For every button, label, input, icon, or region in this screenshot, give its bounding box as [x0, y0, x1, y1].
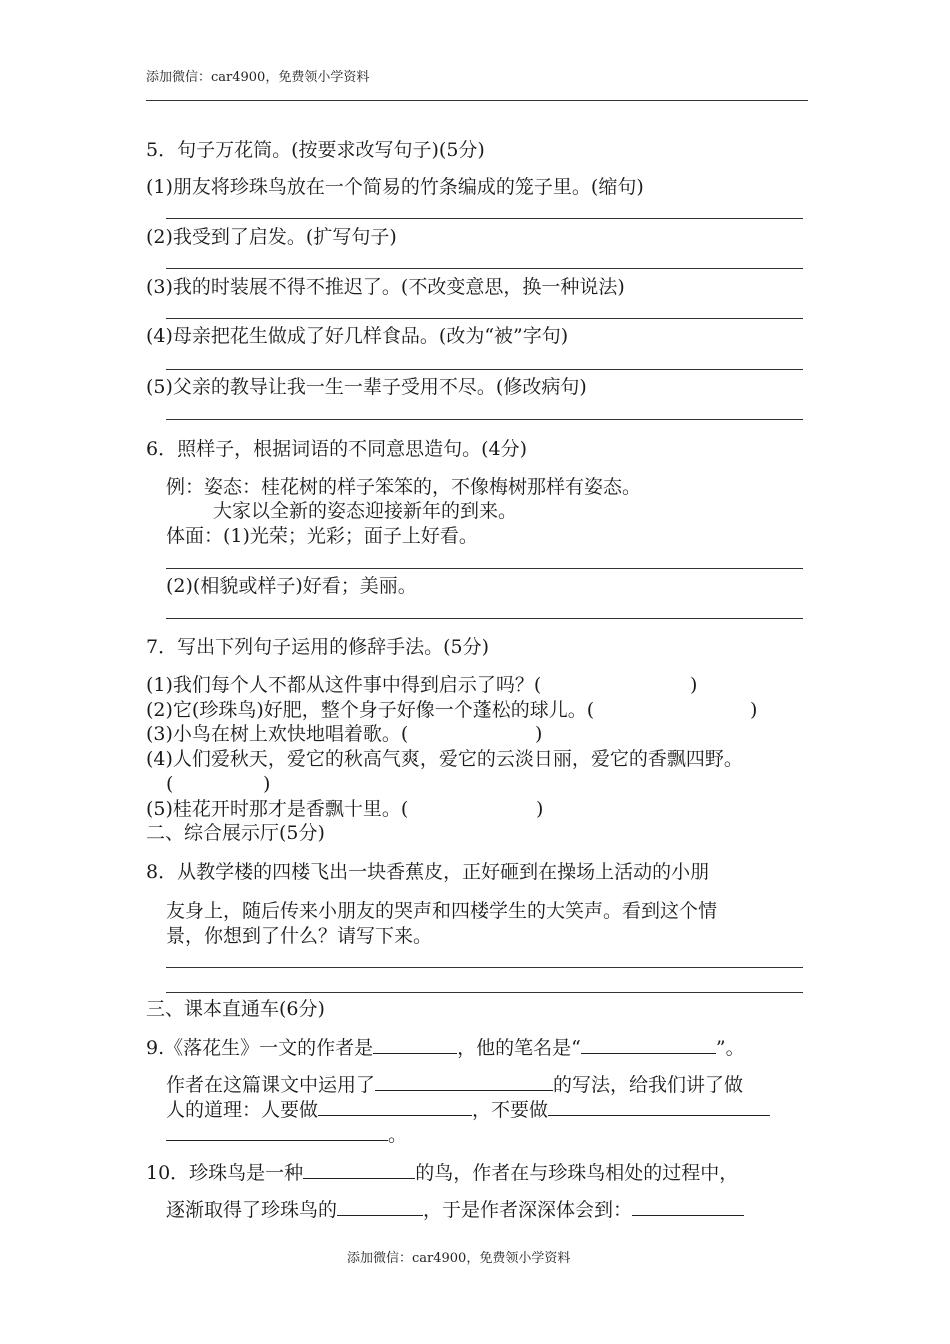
- q7-close-2: ): [750, 699, 758, 721]
- q9-text-1: 9.《落花生》一文的作者是: [146, 1037, 374, 1059]
- q5-answer-line-5[interactable]: [166, 419, 803, 420]
- section-2-title: 二、综合展示厅(5分): [146, 822, 325, 844]
- q10-text-3: 逐渐取得了珍珠鸟的: [166, 1199, 338, 1221]
- q5-item-1: (1)朋友将珍珠鸟放在一个简易的竹条编成的笼子里。(缩句): [146, 176, 644, 198]
- q8-answer-line-2[interactable]: [166, 992, 803, 993]
- q9-blank-penname[interactable]: [581, 1035, 716, 1054]
- q9-line-1: [146, 1035, 745, 1060]
- q8-line-1: 8．从教学楼的四楼飞出一块香蕉皮，正好砸到在操场上活动的小朋: [146, 861, 710, 883]
- q7-item-1: (1)我们每个人不都从这件事中得到启示了吗？(: [146, 674, 542, 696]
- q10-blank-trust[interactable]: [337, 1197, 423, 1216]
- q6-item-2: (2)(相貌或样子)好看；美丽。: [166, 575, 417, 597]
- q9-blank-shouldnt[interactable]: [548, 1097, 770, 1116]
- q7-item-3: (3)小鸟在树上欢快地唱着歌。(: [146, 723, 409, 745]
- q7-close-3: ): [535, 723, 543, 745]
- q9-line-4: [166, 1122, 407, 1147]
- q9-text-4: 作者在这篇课文中运用了: [166, 1074, 376, 1096]
- q5-item-2: (2)我受到了启发。(扩写句子): [146, 226, 397, 248]
- q6-example-1: 例：姿态：桂花树的样子笨笨的，不像梅树那样有姿态。: [166, 476, 642, 498]
- q8-answer-line-1[interactable]: [166, 967, 803, 968]
- q9-blank-should[interactable]: [318, 1097, 472, 1116]
- q5-title: 5．句子万花筒。(按要求改写句子)(5分): [146, 139, 485, 161]
- section-3-title: 三、课本直通车(6分): [146, 998, 325, 1020]
- header-rule: [146, 100, 808, 101]
- q7-item-4: (4)人们爱秋天，爱它的秋高气爽，爱它的云淡日丽，爱它的香飘四野。: [146, 748, 743, 770]
- q10-text-4: ，于是作者深深体会到：: [423, 1199, 633, 1221]
- q5-answer-line-4[interactable]: [166, 369, 803, 370]
- q6-answer-line-1[interactable]: [166, 568, 803, 569]
- q7-item-5: (5)桂花开时那才是香飘十里。(: [146, 798, 409, 820]
- q5-item-4: (4)母亲把花生做成了好几样食品。(改为“被”字句): [146, 325, 569, 347]
- q5-answer-line-3[interactable]: [166, 318, 803, 319]
- q9-text-3: ”。: [715, 1037, 745, 1059]
- q6-title: 6．照样子，根据词语的不同意思造句。(4分): [146, 438, 528, 460]
- q10-blank-insight[interactable]: [632, 1197, 744, 1216]
- q9-blank-author[interactable]: [373, 1035, 457, 1054]
- q9-text-6: 人的道理：人要做: [166, 1099, 319, 1121]
- q7-item-4-open: (: [166, 773, 174, 795]
- q10-blank-bird-type[interactable]: [303, 1160, 415, 1179]
- q5-answer-line-1[interactable]: [166, 218, 803, 219]
- q10-text-2: 的鸟，作者在与珍珠鸟相处的过程中，: [415, 1162, 739, 1184]
- q6-item-1: 体面：(1)光荣；光彩；面子上好看。: [166, 525, 478, 547]
- q9-text-7: ，不要做: [472, 1099, 549, 1121]
- q7-close-5: ): [536, 798, 544, 820]
- q5-item-5: (5)父亲的教导让我一生一辈子受用不尽。(修改病句): [146, 376, 587, 398]
- q9-text-5: 的写法，给我们讲了做: [553, 1074, 744, 1096]
- q9-line-3: [166, 1097, 770, 1122]
- q7-close-1: ): [690, 674, 698, 696]
- page-footer: 添加微信：car4900，免费领小学资料: [347, 1251, 571, 1266]
- q6-example-2: 大家以全新的姿态迎接新年的到来。: [213, 500, 518, 522]
- q7-item-2: (2)它(珍珠鸟)好肥，整个身子好像一个蓬松的球儿。(: [146, 699, 595, 721]
- page-header: 添加微信：car4900，免费领小学资料: [146, 70, 370, 85]
- q5-answer-line-2[interactable]: [166, 268, 803, 269]
- q8-line-3: 景，你想到了什么？请写下来。: [166, 925, 433, 947]
- q10-text-1: 10．珍珠鸟是一种: [146, 1162, 304, 1184]
- q7-title: 7．写出下列句子运用的修辞手法。(5分): [146, 636, 490, 658]
- q7-close-4: ): [263, 773, 271, 795]
- q9-text-2: ，他的笔名是“: [457, 1037, 581, 1059]
- q6-answer-line-2[interactable]: [166, 618, 803, 619]
- q9-text-8: 。: [388, 1124, 408, 1146]
- q10-line-2: [166, 1197, 744, 1222]
- q10-line-1: [146, 1160, 738, 1185]
- q9-blank-technique[interactable]: [375, 1072, 553, 1091]
- q9-line-2: [166, 1072, 743, 1097]
- q8-line-2: 友身上，随后传来小朋友的哭声和四楼学生的大笑声。看到这个情: [166, 900, 718, 922]
- q5-item-3: (3)我的时装展不得不推迟了。(不改变意思，换一种说法): [146, 276, 625, 298]
- q9-blank-shouldnt-cont[interactable]: [166, 1122, 388, 1141]
